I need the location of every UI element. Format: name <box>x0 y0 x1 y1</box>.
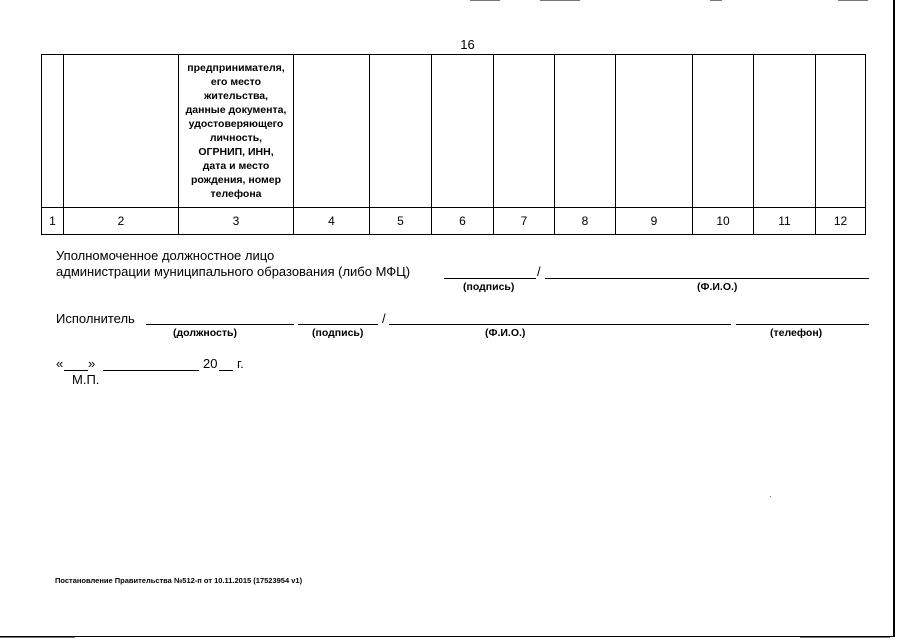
stamp-label: М.П. <box>72 372 100 387</box>
date-quote-open: « <box>56 356 64 371</box>
scan-mark <box>770 496 771 497</box>
column-number: 11 <box>754 208 816 235</box>
scan-mark <box>0 637 75 638</box>
column-number: 3 <box>179 208 294 235</box>
scan-mark <box>470 0 500 1</box>
scan-mark <box>540 0 580 1</box>
column-number: 6 <box>432 208 494 235</box>
table-cell <box>494 55 555 208</box>
table-cell <box>370 55 432 208</box>
date-day-line <box>64 356 88 371</box>
scan-mark <box>838 0 868 1</box>
date-year-line <box>219 356 233 371</box>
description-line: его место <box>210 76 262 88</box>
executor-signature-line <box>298 310 378 325</box>
column-number: 1 <box>42 208 64 235</box>
applicant-description-cell <box>179 55 294 208</box>
column-number: 10 <box>693 208 754 235</box>
description-line: предпринимателя, <box>187 62 285 74</box>
table-cell <box>754 55 816 208</box>
column-number: 4 <box>294 208 370 235</box>
column-number: 9 <box>616 208 693 235</box>
date-quote-close: » <box>88 356 96 371</box>
table-cell <box>816 55 866 208</box>
executor-position-caption: (должность) <box>173 327 237 339</box>
description-line: ОГРНИП, ИНН, <box>198 146 274 158</box>
official-title-line1: Уполномоченное должностное лицо <box>56 248 275 263</box>
table-cell <box>432 55 494 208</box>
footer-note: Постановление Правительства №512-п от 10.11.2015 (17523954 v1) <box>55 576 303 585</box>
description-line: данные документа, <box>185 104 287 116</box>
column-number: 7 <box>494 208 555 235</box>
official-fio-line <box>545 264 869 279</box>
executor-fio-caption: (Ф.И.О.) <box>485 327 526 339</box>
executor-separator: / <box>382 311 386 326</box>
table-cell <box>42 55 64 208</box>
date-month-line <box>103 356 199 371</box>
scan-mark <box>710 0 722 1</box>
description-line: личность, <box>209 132 263 144</box>
executor-phone-caption: (телефон) <box>770 327 823 339</box>
description-line: жительства, <box>203 90 269 102</box>
column-number-row <box>42 208 866 235</box>
executor-signature-caption: (подпись) <box>312 327 364 339</box>
description-line: удостоверяющего <box>188 118 284 130</box>
description-line: дата и место <box>202 160 270 172</box>
executor-label: Исполнитель <box>56 311 135 326</box>
executor-phone-line <box>736 310 869 325</box>
scan-mark <box>800 637 890 638</box>
official-separator: / <box>537 264 541 279</box>
official-title-line2: администрации муниципального образования (либо МФЦ) <box>56 264 411 279</box>
table-cell <box>693 55 754 208</box>
page-number: 16 <box>460 37 475 52</box>
official-signature-line <box>444 264 536 279</box>
description-line: телефона <box>210 188 262 200</box>
column-number: 2 <box>64 208 179 235</box>
column-number: 8 <box>555 208 616 235</box>
column-number: 5 <box>370 208 432 235</box>
executor-fio-line <box>389 310 731 325</box>
table-cell <box>294 55 370 208</box>
description-line: рождения, номер <box>190 174 282 186</box>
date-year-prefix: 20 <box>203 356 218 371</box>
table-cell <box>64 55 179 208</box>
official-signature-caption: (подпись) <box>463 281 515 293</box>
official-fio-caption: (Ф.И.О.) <box>697 281 738 293</box>
executor-position-line <box>146 310 294 325</box>
table-cell <box>555 55 616 208</box>
column-number: 12 <box>816 208 866 235</box>
register-table <box>41 54 866 235</box>
table-body-row <box>42 55 866 208</box>
date-year-suffix: г. <box>237 356 244 371</box>
table-cell <box>616 55 693 208</box>
